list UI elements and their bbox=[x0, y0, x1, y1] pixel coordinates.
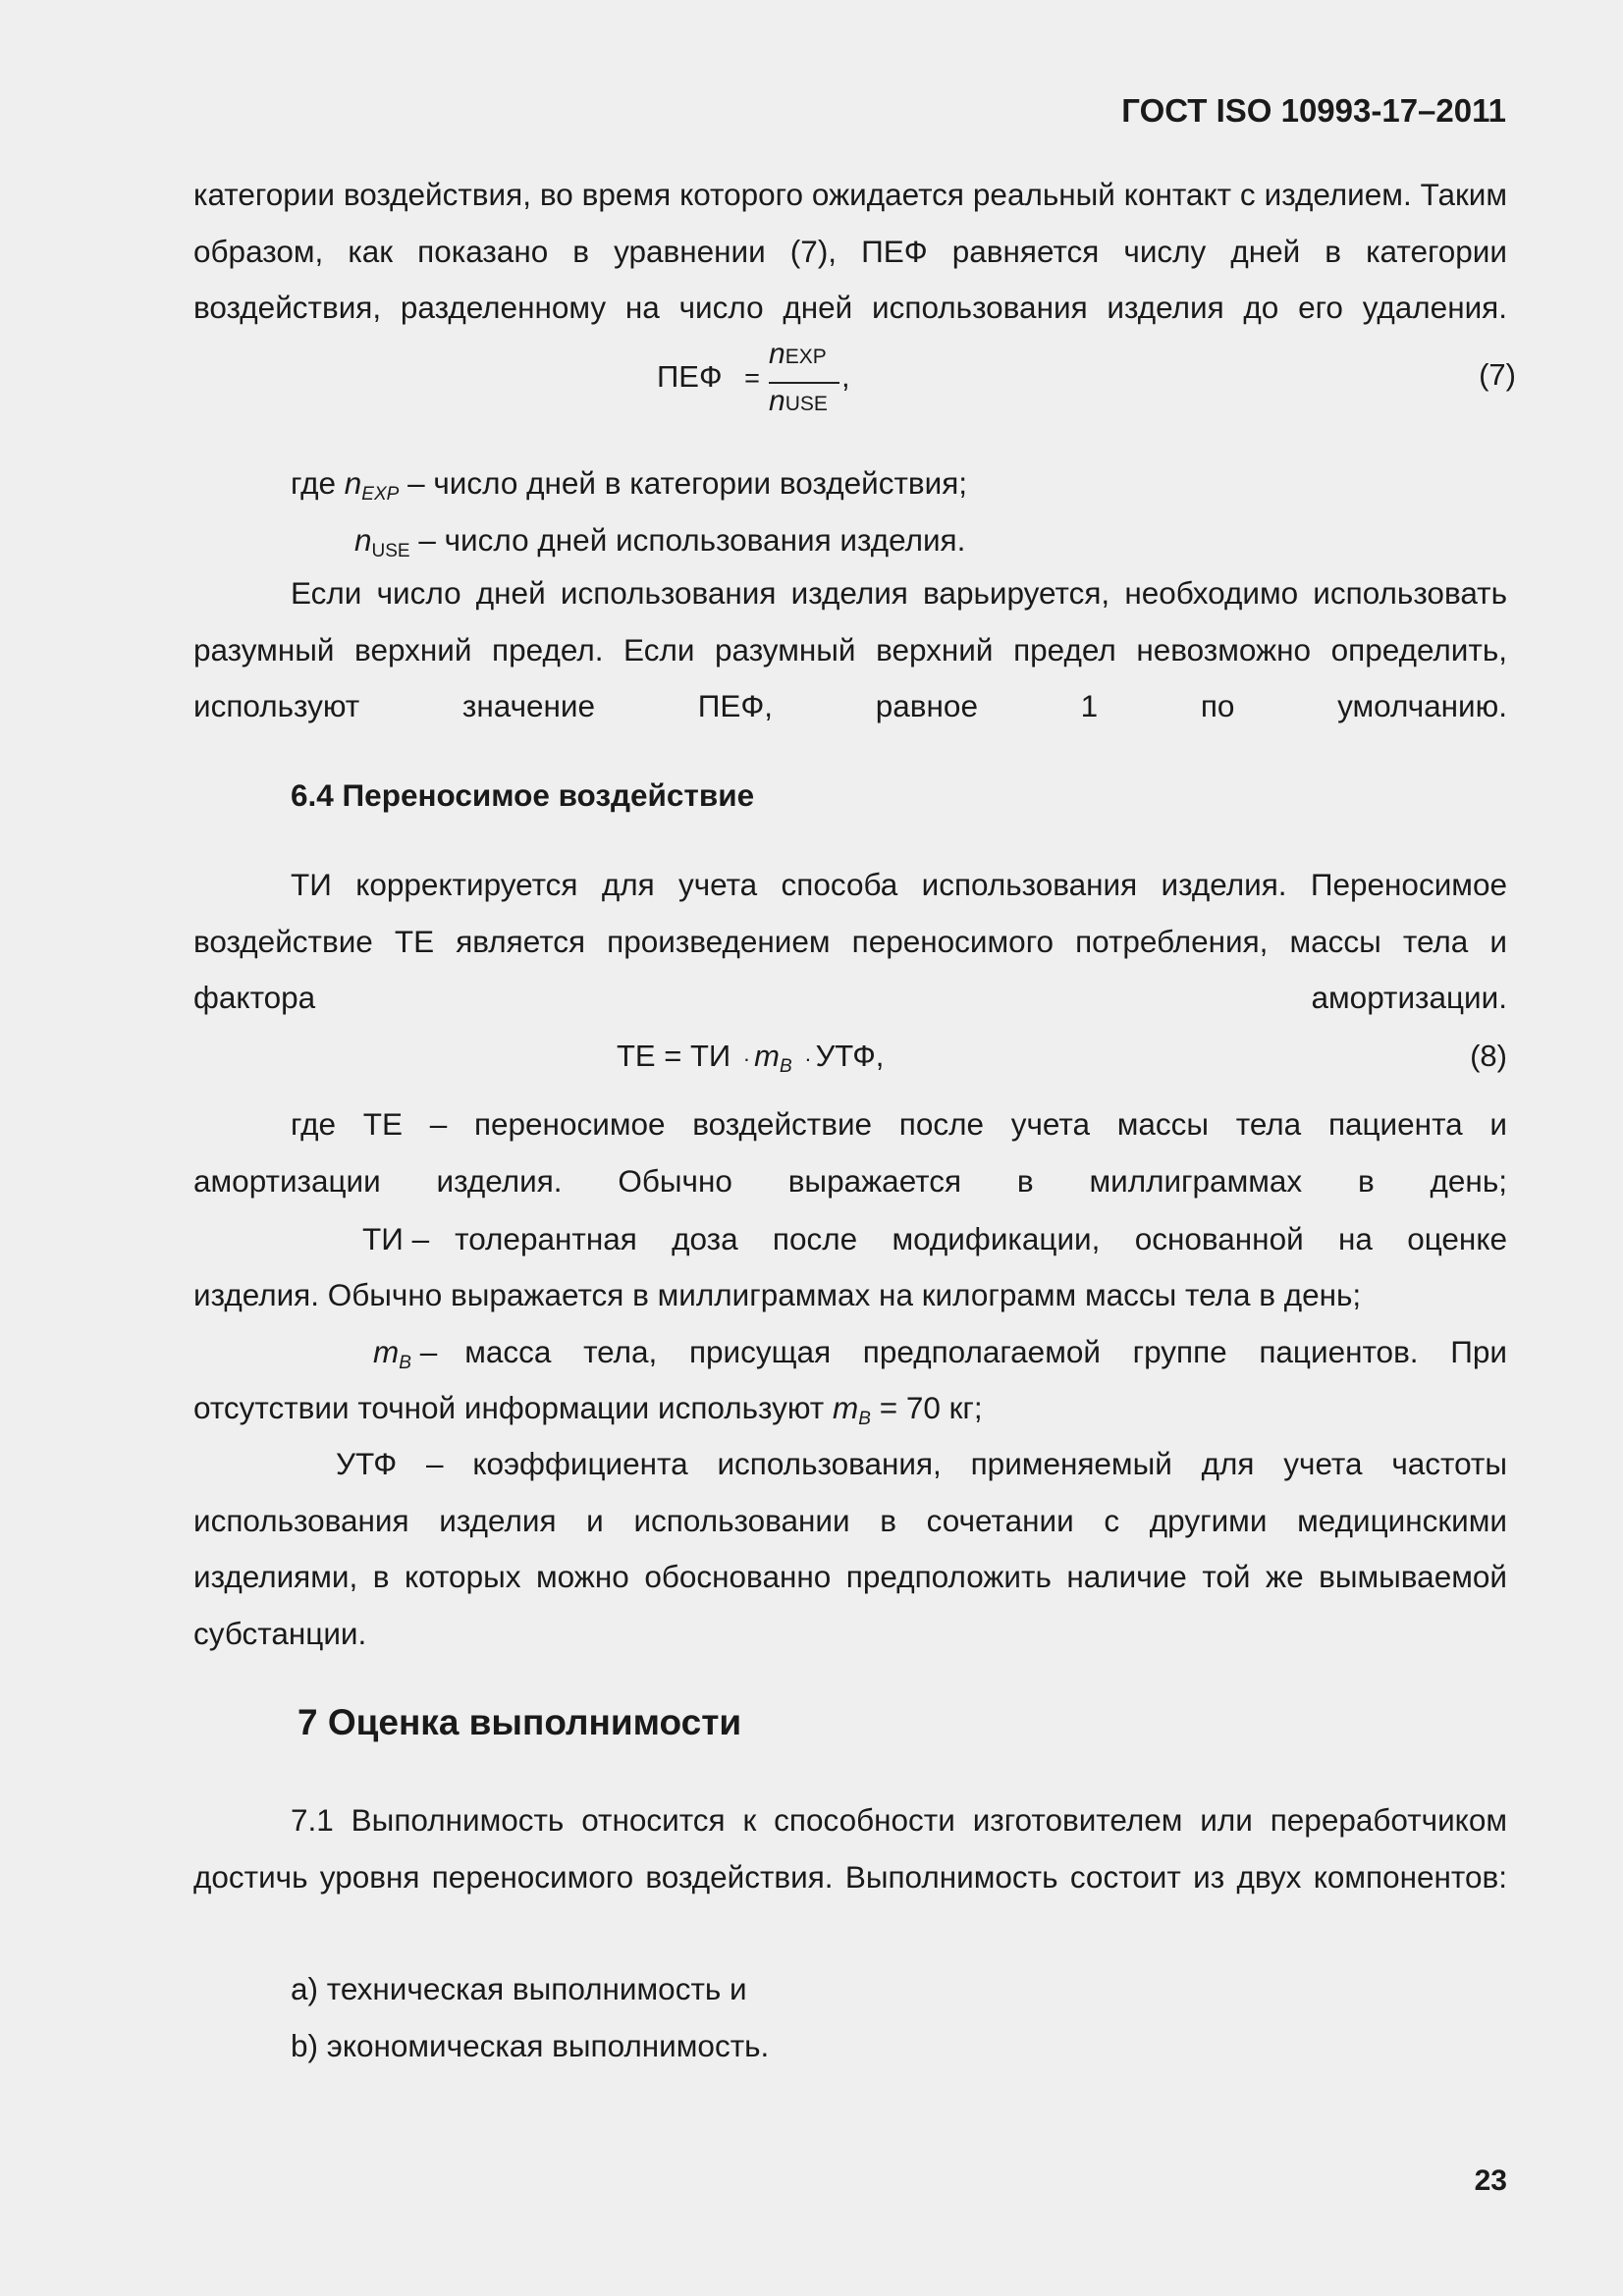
eq8-dot-1: · bbox=[742, 1046, 751, 1071]
eq8-lhs: ТЕ = ТИ bbox=[617, 1039, 731, 1073]
n-use-description: – число дней использования изделия. bbox=[418, 522, 966, 558]
eq7-numerator-var: n bbox=[769, 338, 785, 370]
mb-dash: – bbox=[419, 1334, 438, 1369]
eq7-denominator-sub: USE bbox=[784, 393, 828, 415]
eq8-mass-sub: B bbox=[779, 1056, 792, 1077]
n-use-sub: USE bbox=[371, 541, 410, 561]
n-exp-var: n bbox=[344, 465, 362, 501]
section-6-4-heading: 6.4 Переносимое воздействие bbox=[291, 777, 755, 813]
where-prefix: где bbox=[291, 465, 336, 501]
mb-line1-text: масса тела, присущая предполагаемой группе пациентов. При bbox=[464, 1334, 1507, 1369]
eq8-mass-var: m bbox=[754, 1039, 780, 1073]
definition-mb-line2 bbox=[193, 1388, 983, 1439]
eq7-numerator-sub: EXP bbox=[784, 346, 827, 368]
mb-rest-var: m bbox=[833, 1390, 859, 1425]
equation-8 bbox=[617, 1039, 884, 1078]
paragraph-7-1: 7.1 Выполнимость относится к способности изготовителем или переработчиком достичь уровня переносимого воздействия. Выполнимость состоит из двух компонентов: bbox=[193, 1802, 1507, 1895]
mb-rest-b: = 70 кг; bbox=[879, 1390, 983, 1425]
equation-7-lhs bbox=[657, 359, 760, 395]
eq7-comma: , bbox=[841, 359, 850, 394]
definition-ti-line2: изделия. Обычно выражается в миллиграммах на килограмм массы тела в день; bbox=[193, 1277, 1362, 1312]
where-n-exp bbox=[291, 463, 967, 514]
paragraph-pef-default: Если число дней использования изделия варьируется, необходимо использовать разумный верхний предел. Если разумный верхний предел невозможно определить, используют значение ПЕФ, равное 1 по умолчанию. bbox=[193, 575, 1507, 723]
definition-mb-line1 bbox=[373, 1332, 1507, 1383]
mb-sub: B bbox=[399, 1353, 411, 1373]
equation-7-number: (7) bbox=[1479, 357, 1516, 392]
equation-8-number: (8) bbox=[1470, 1039, 1507, 1073]
definition-utf: УТФ – коэффициента использования, применяемый для учета частоты использования изделия и использовании в сочетании с другими медицинскими изделиями, в которых можно обоснованно предположить наличие той же вымываемой субстанции. bbox=[193, 1446, 1507, 1651]
section-7-heading: 7 Оценка выполнимости bbox=[298, 1702, 742, 1742]
definition-te: где ТЕ – переносимое воздействие после учета массы тела пациента и амортизации изделия. Обычно выражается в миллиграммах в день; bbox=[193, 1106, 1507, 1199]
n-exp-sub: EXP bbox=[361, 484, 400, 505]
mb-var: m bbox=[373, 1334, 400, 1369]
ti-line1-text: толерантная доза после модификации, основанной на оценке bbox=[455, 1221, 1507, 1256]
paragraph-ti: ТИ корректируется для учета способа использования изделия. Переносимое воздействие ТЕ является произведением переносимого потребления, массы тела и фактора амортизации. bbox=[193, 867, 1507, 1015]
page-number: 23 bbox=[1474, 2164, 1507, 2197]
list-item-b: b) экономическая выполнимость. bbox=[291, 2028, 770, 2063]
eq8-rhs: УТФ, bbox=[815, 1039, 885, 1073]
ti-term: ТИ – bbox=[362, 1221, 430, 1256]
mb-rest-a: отсутствии точной информации используют bbox=[193, 1390, 825, 1425]
eq8-dot-2: · bbox=[804, 1046, 812, 1071]
eq7-lhs-label: ПЕФ bbox=[657, 359, 723, 394]
list-item-a: a) техническая выполнимость и bbox=[291, 1971, 747, 2006]
eq7-denominator-var: n bbox=[769, 385, 785, 417]
n-use-var: n bbox=[354, 522, 372, 558]
eq7-fraction-bar bbox=[769, 382, 839, 384]
mb-rest-sub: B bbox=[858, 1409, 871, 1429]
document-header: ГОСТ ISO 10993-17–2011 bbox=[1121, 92, 1506, 129]
paragraph-pef-intro: категории воздействия, во время которого ожидается реальный контакт с изделием. Таким образом, как показано в уравнении (7), ПЕФ равняется числу дней в категории воздействия, разделенному на число дней использования изделия до его удаления. bbox=[193, 177, 1507, 325]
n-exp-description: – число дней в категории воздействия; bbox=[407, 465, 968, 501]
where-n-use bbox=[354, 520, 965, 571]
eq7-equals: = bbox=[744, 363, 760, 393]
definition-ti-line1 bbox=[362, 1219, 1507, 1258]
